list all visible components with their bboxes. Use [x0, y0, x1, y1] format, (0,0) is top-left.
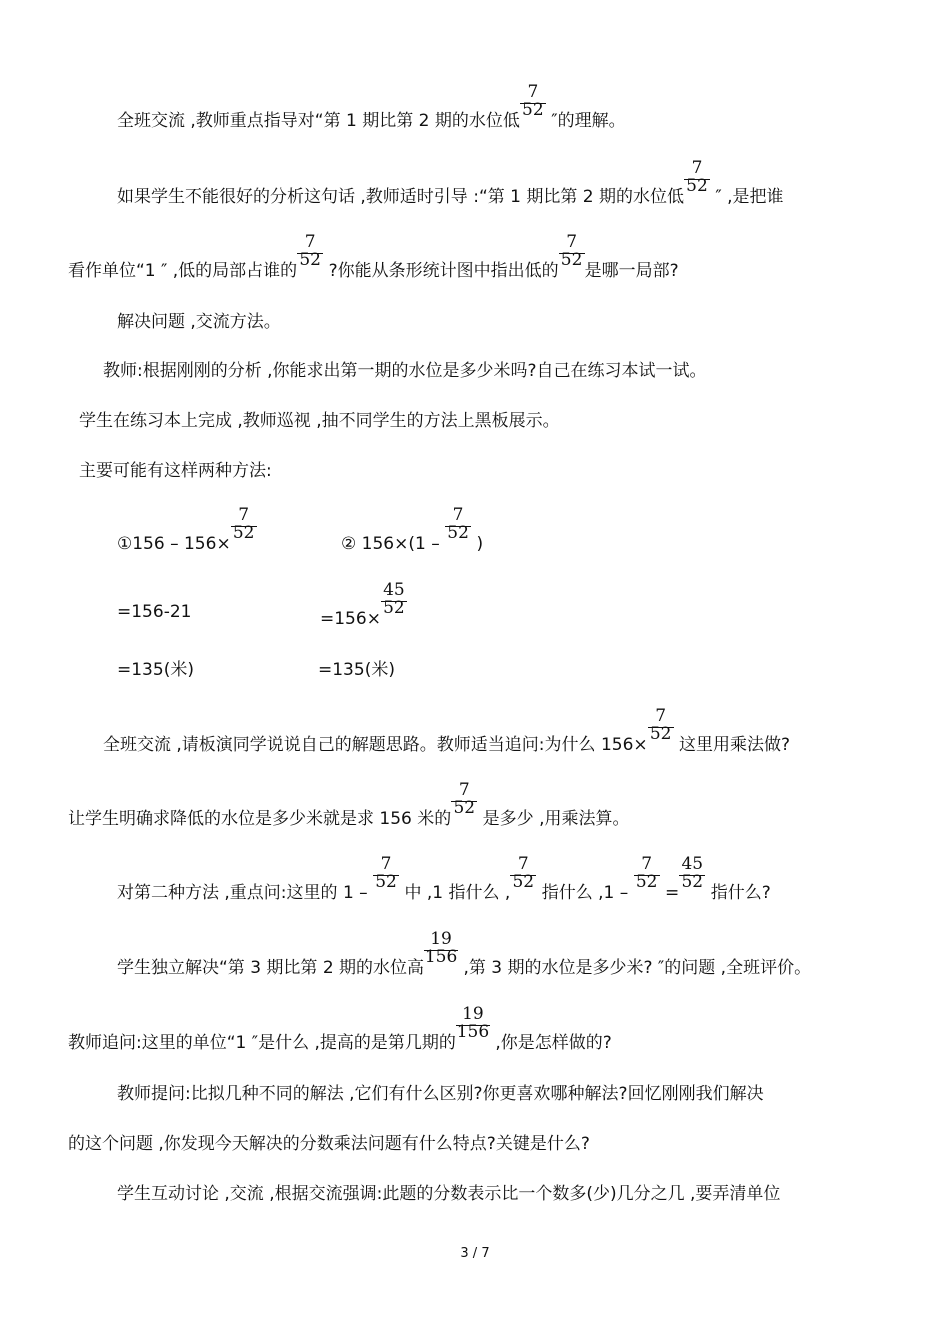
paragraph-two-methods: 主要可能有这样两种方法: — [79, 461, 272, 481]
fraction-numerator: 45 — [679, 854, 705, 876]
fraction — [231, 505, 257, 549]
text: ) — [471, 534, 484, 554]
fraction — [451, 780, 477, 824]
text: ,你是怎样做的? — [489, 1033, 612, 1053]
fraction — [456, 1004, 490, 1048]
fraction-denominator: 52 — [375, 872, 397, 892]
fraction-numerator: 7 — [648, 706, 674, 728]
fraction — [424, 929, 458, 973]
page-number: 3 / 7 — [460, 1246, 490, 1261]
paragraph-teacher-prompt: 教师:根据刚刚的分析 ,你能求出第一期的水位是多少米吗?自己在练习本试一试。 — [103, 361, 707, 381]
text: ″的理解。 — [545, 111, 626, 131]
fraction-numerator: 7 — [634, 854, 660, 876]
paragraph-second-method-questions — [117, 854, 771, 905]
fraction — [559, 232, 585, 276]
text: 中 ,1 指什么 , — [399, 883, 511, 903]
text: 让学生明确求降低的水位是多少米就是求 156 米的 — [68, 809, 452, 829]
method2-line1 — [341, 505, 484, 556]
text: 指什么? — [705, 883, 771, 903]
text: =156× — [320, 609, 381, 629]
text: 这里用乘法做? — [673, 735, 791, 755]
paragraph-class-discussion — [117, 82, 626, 133]
fraction-denominator: 52 — [560, 250, 583, 270]
fraction-denominator: 156 — [456, 1022, 490, 1042]
fraction-denominator: 52 — [649, 724, 672, 744]
paragraph-independent-solve — [117, 929, 812, 980]
fraction — [510, 854, 536, 898]
text: ,第 3 期的水位是多少米? ″的问题 ,全班评价。 — [458, 958, 812, 978]
fraction-numerator: 7 — [684, 158, 710, 180]
fraction-numerator: 7 — [451, 780, 477, 802]
paragraph-teacher-followup — [68, 1004, 612, 1055]
text: 全班交流 ,教师重点指导对“第 1 期比第 2 期的水位低 — [117, 111, 520, 131]
method2-line3: =135(米) — [318, 660, 395, 680]
fraction-numerator: 7 — [445, 505, 471, 527]
method2-line2 — [320, 580, 407, 631]
fraction-numerator: 7 — [510, 854, 536, 876]
text: ①156 – 156× — [117, 534, 231, 554]
fraction-numerator: 7 — [373, 854, 399, 876]
fraction-numerator: 7 — [231, 505, 257, 527]
text: 全班交流 ,请板演同学说说自己的解题思路。教师适当追问:为什么 156× — [103, 735, 648, 755]
paragraph-teacher-question-line1: 教师提问:比拟几种不同的解法 ,它们有什么区别?你更喜欢哪种解法?回忆刚刚我们解决 — [117, 1084, 764, 1104]
text: 看作单位“1 ″ ,低的局部占谁的 — [68, 261, 298, 281]
text: 教师追问:这里的单位“1 ″是什么 ,提高的是第几期的 — [68, 1033, 456, 1053]
text: 指什么 ,1 – — [536, 883, 634, 903]
text: 学生独立解决“第 3 期比第 2 期的水位高 — [117, 958, 425, 978]
text: ?你能从条形统计图中指出低的 — [323, 261, 559, 281]
fraction-denominator: 52 — [522, 100, 544, 120]
fraction — [373, 854, 399, 898]
paragraph-guidance-line2 — [68, 232, 679, 283]
paragraph-board-discussion-line2 — [68, 780, 630, 831]
fraction-denominator: 52 — [512, 872, 535, 892]
fraction — [520, 82, 546, 126]
fraction-denominator: 52 — [681, 872, 704, 892]
fraction-numerator: 19 — [456, 1004, 490, 1026]
fraction-numerator: 19 — [424, 929, 458, 951]
text: 对第二种方法 ,重点问:这里的 1 – — [117, 883, 374, 903]
text: 是哪一局部? — [584, 261, 679, 281]
fraction — [381, 580, 407, 624]
text: ② 156×(1 – — [341, 534, 446, 554]
fraction-denominator: 156 — [424, 947, 458, 967]
text: 是多少 ,用乘法算。 — [477, 809, 630, 829]
paragraph-students-practice: 学生在练习本上完成 ,教师巡视 ,抽不同学生的方法上黑板展示。 — [79, 411, 560, 431]
fraction-numerator: 45 — [381, 580, 407, 602]
method1-line2: =156-21 — [117, 602, 192, 622]
fraction — [684, 158, 710, 202]
fraction-denominator: 52 — [686, 176, 708, 196]
fraction-numerator: 7 — [559, 232, 585, 254]
fraction — [445, 505, 471, 549]
fraction — [634, 854, 660, 898]
fraction-denominator: 52 — [299, 250, 321, 270]
text: ″ ,是把谁 — [710, 187, 784, 207]
fraction-numerator: 7 — [297, 232, 323, 254]
method1-line1 — [117, 505, 257, 556]
paragraph-student-discussion: 学生互动讨论 ,交流 ,根据交流强调:此题的分数表示比一个数多(少)几分之几 ,要弄清单位 — [117, 1184, 781, 1204]
fraction-denominator: 52 — [447, 523, 469, 543]
fraction-denominator: 52 — [453, 798, 476, 818]
text: 如果学生不能很好的分析这句话 ,教师适时引导 :“第 1 期比第 2 期的水位低 — [117, 187, 684, 207]
fraction — [679, 854, 705, 898]
paragraph-guidance-line1 — [117, 158, 784, 209]
fraction — [297, 232, 323, 276]
text: = — [659, 883, 680, 903]
paragraph-solve-problem: 解决问题 ,交流方法。 — [117, 312, 281, 332]
fraction-denominator: 52 — [635, 872, 658, 892]
paragraph-board-discussion-line1 — [103, 706, 791, 757]
fraction — [648, 706, 674, 750]
paragraph-teacher-question-line2: 的这个问题 ,你发现今天解决的分数乘法问题有什么特点?关键是什么? — [68, 1134, 590, 1154]
fraction-denominator: 52 — [383, 598, 405, 618]
method1-line3: =135(米) — [117, 660, 194, 680]
fraction-denominator: 52 — [232, 523, 255, 543]
fraction-numerator: 7 — [520, 82, 546, 104]
